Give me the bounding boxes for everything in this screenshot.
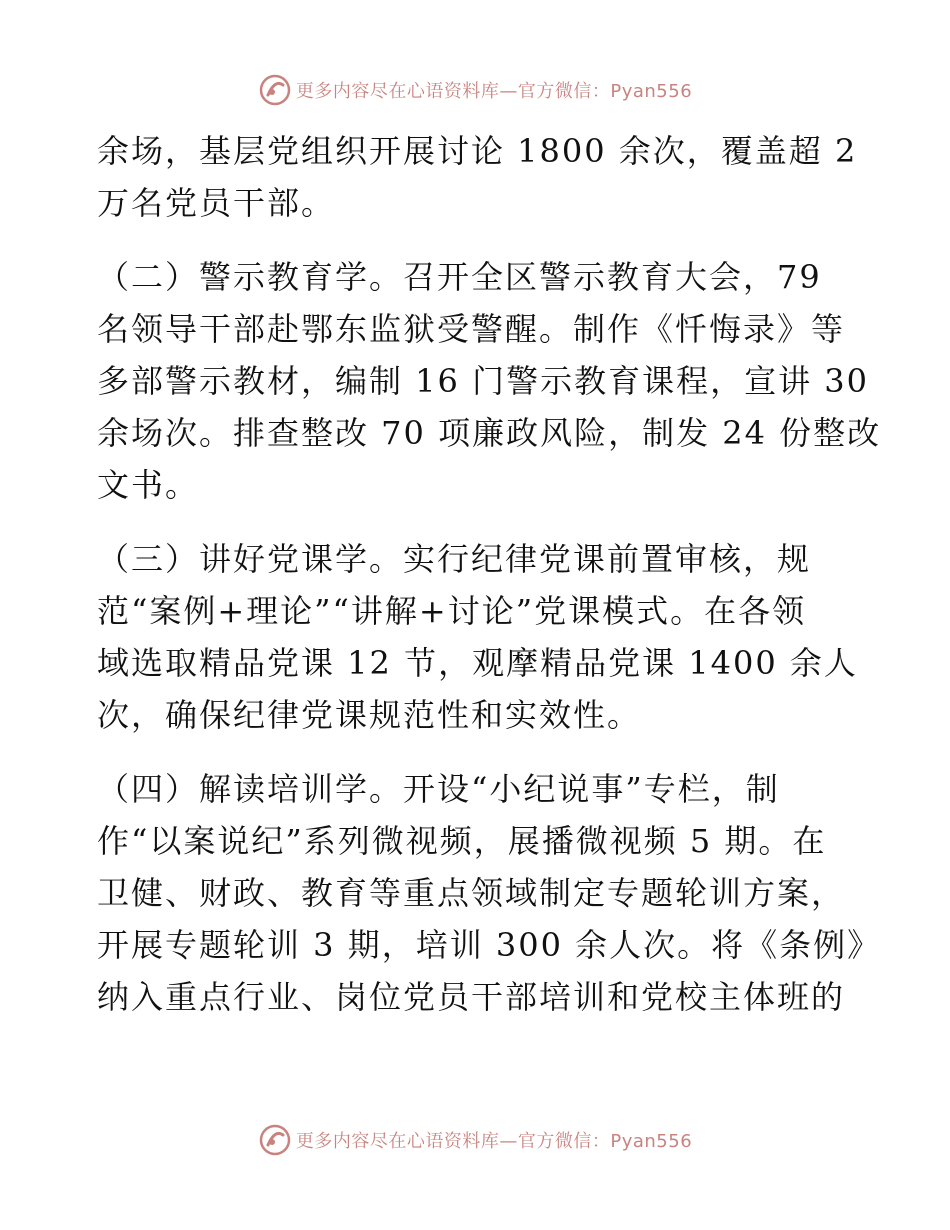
text-line: （二）警示教育学。召开全区警示教育大会，79 <box>97 258 822 296</box>
paragraph <box>97 125 857 229</box>
text-line: （四）解读培训学。开设“小纪说事”专栏，制 <box>97 770 780 808</box>
seal-logo-icon <box>258 1123 292 1157</box>
text-line: 作“以案说纪”系列微视频，展播微视频 5 期。在 <box>97 822 827 860</box>
text-line: 范“案例+理论”“讲解+讨论”党课模式。在各领 <box>97 592 807 630</box>
text-line: 名领导干部赴鄂东监狱受警醒。制作《忏悔录》等 <box>97 310 846 348</box>
text-line: 余场，基层党组织开展讨论 1800 余次，覆盖超 2 <box>97 132 858 170</box>
watermark-text: 更多内容尽在心语资料库—官方微信：Pyan556 <box>295 81 693 102</box>
paragraph <box>97 763 882 1023</box>
text-line: 余场次。排查整改 70 项廉政风险，制发 24 份整改 <box>97 414 882 452</box>
paragraph <box>97 533 857 741</box>
seal-logo-icon <box>258 73 292 107</box>
watermark-banner-top <box>0 70 950 110</box>
watermark-banner-bottom <box>0 1120 950 1160</box>
text-line: （三）讲好党课学。实行纪律党课前置审核，规 <box>97 540 812 578</box>
text-line: 文书。 <box>97 466 200 504</box>
text-line: 开展专题轮训 3 期，培训 300 余人次。将《条例》 <box>97 926 882 964</box>
watermark-text: 更多内容尽在心语资料库—官方微信：Pyan556 <box>295 1131 693 1152</box>
text-line: 万名党员干部。 <box>97 184 336 222</box>
text-line: 次，确保纪律党课规范性和实效性。 <box>97 696 642 734</box>
paragraph <box>97 251 882 511</box>
text-line: 卫健、财政、教育等重点领域制定专题轮训方案， <box>97 874 846 912</box>
text-line: 纳入重点行业、岗位党员干部培训和党校主体班的 <box>97 978 846 1016</box>
text-line: 多部警示教材，编制 16 门警示教育课程，宣讲 30 <box>97 362 869 400</box>
document-body <box>97 125 882 1023</box>
text-line: 域选取精品党课 12 节，观摩精品党课 1400 余人 <box>97 644 858 682</box>
